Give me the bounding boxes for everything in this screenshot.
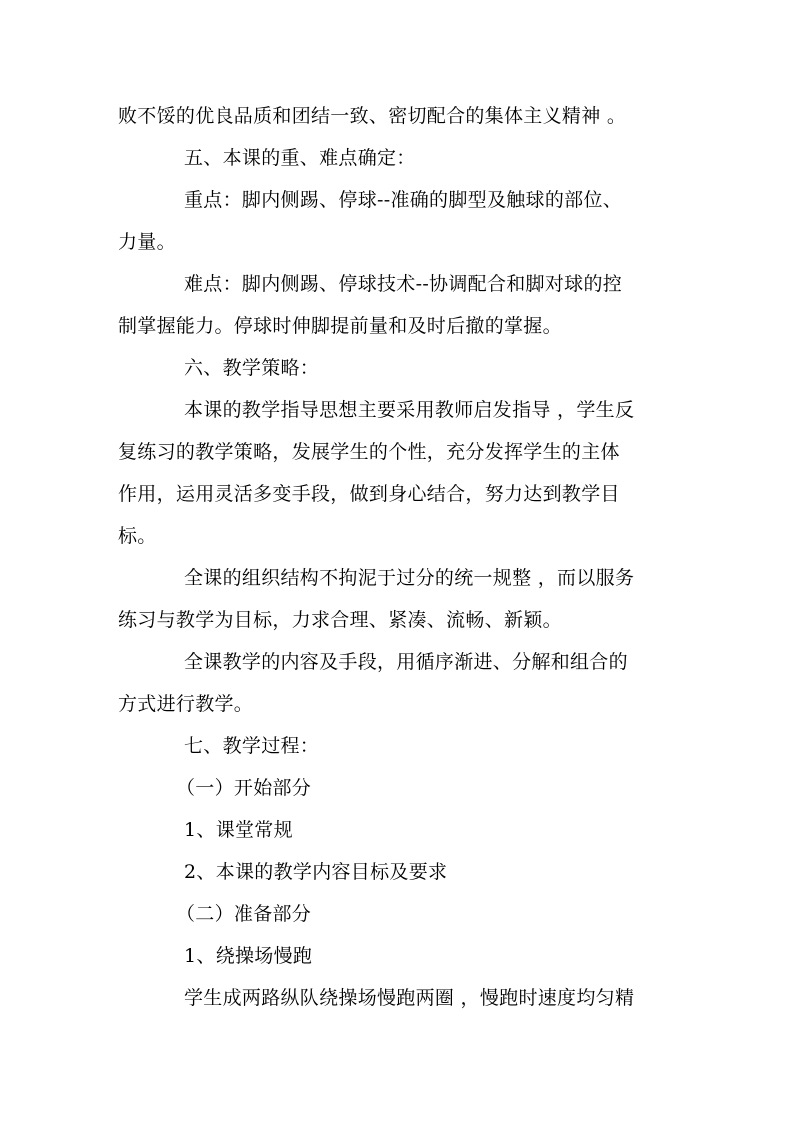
list-item-3: 1、绕操场慢跑	[184, 945, 313, 967]
subsection-heading-2: （二）准备部分	[176, 903, 312, 925]
text-line-key-point: 重点：脚内侧踢、停球--准确的脚型及触球的部位、	[184, 189, 623, 211]
list-item-1: 1、课堂常规	[184, 819, 293, 841]
text-line-11: 标。	[118, 525, 157, 547]
text-line-8: 本课的教学指导思想主要采用教师启发指导 ，学生反	[184, 399, 635, 421]
text-line-9: 复练习的教学策略，发展学生的个性，充分发挥学生的主体	[118, 441, 620, 463]
subsection-heading-1: （一）开始部分	[176, 777, 312, 799]
text-line-22: 学生成两路纵队绕操场慢跑两圈 ，慢跑时速度均匀精	[184, 987, 635, 1009]
text-line-12: 全课的组织结构不拘泥于过分的统一规整 ，而以服务	[184, 567, 635, 589]
text-line-1: 败不馁的优良品质和团结一致、密切配合的集体主义精神 。	[118, 105, 627, 127]
list-item-2: 2、本课的教学内容目标及要求	[184, 861, 448, 883]
text-line-14: 全课教学的内容及手段，用循序渐进、分解和组合的	[184, 651, 628, 673]
text-line-4: 力量。	[118, 231, 176, 253]
text-line-6: 制掌握能力。停球时伸脚提前量和及时后撤的掌握。	[118, 315, 562, 337]
text-line-difficulty: 难点：脚内侧踢、停球技术--协调配合和脚对球的控	[184, 273, 623, 295]
text-line-15: 方式进行教学。	[118, 693, 254, 715]
text-line-10: 作用，运用灵活多变手段，做到身心结合，努力达到教学目	[118, 483, 620, 505]
section-heading-5: 五、本课的重、难点确定：	[184, 147, 416, 169]
section-heading-7: 七、教学过程：	[184, 735, 320, 757]
section-heading-6: 六、教学策略：	[184, 357, 320, 379]
text-line-13: 练习与教学为目标，力求合理、紧凑、流畅、新颖。	[118, 609, 562, 631]
